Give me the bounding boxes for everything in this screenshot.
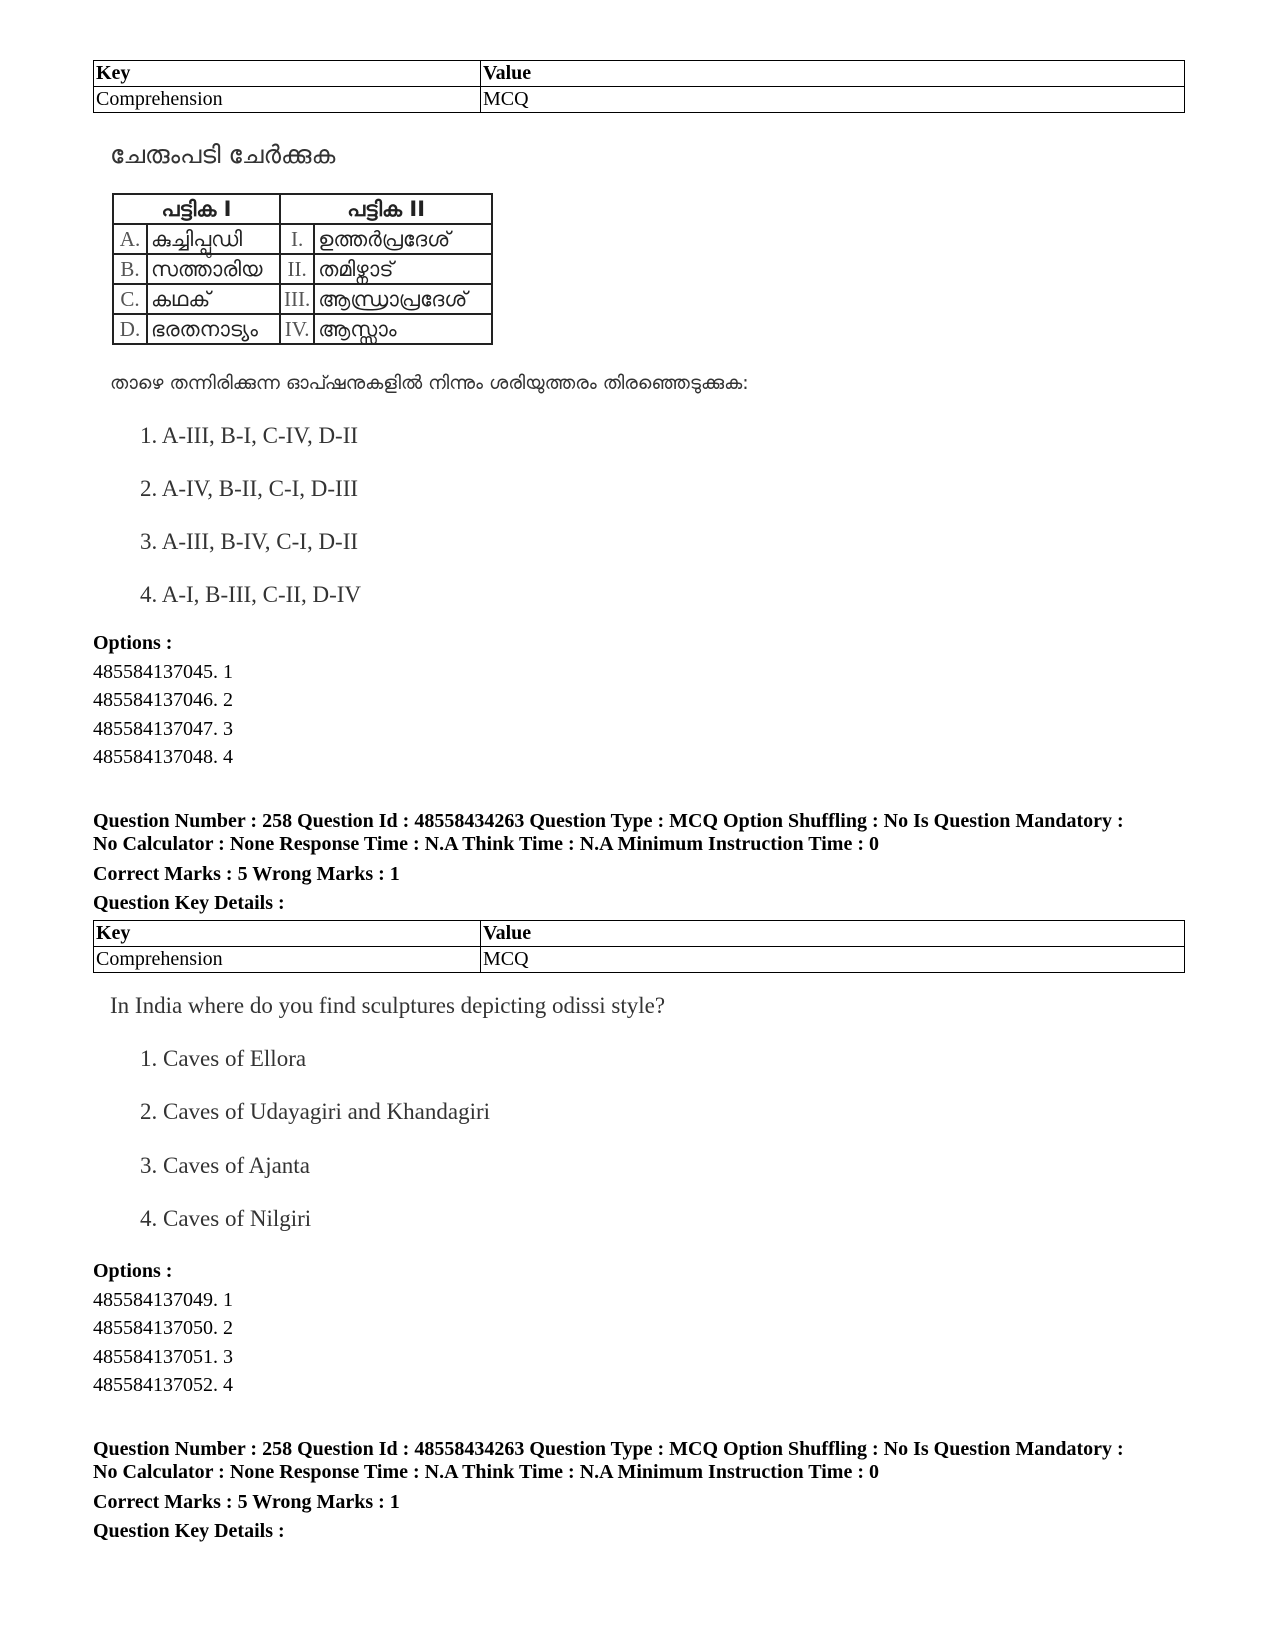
table-header-value: Value [481, 921, 1185, 947]
q2-option-4: 485584137052. 4 [93, 1374, 233, 1396]
match-row-item: ഉത്തർപ്രദേശ് [314, 224, 492, 254]
q2-meta [93, 810, 1193, 856]
match-table [112, 193, 493, 345]
match-row-label: II. [280, 254, 314, 284]
q2-option-1: 485584137049. 1 [93, 1289, 233, 1311]
q2-meta-line1: Question Number : 258 Question Id : 48558434263 Question Type : MCQ Option Shuffling : No Is Question Mandatory : [93, 810, 1124, 832]
key-value-table-2 [93, 920, 1185, 973]
q2-meta-line2: No Calculator : None Response Time : N.A Think Time : N.A Minimum Instruction Time : 0 [93, 833, 879, 855]
match-row-item: ആസ്സാം [314, 314, 492, 344]
q1-choice-3: 3. A-III, B-IV, C-I, D-II [140, 529, 359, 554]
q1-choice-2: 2. A-IV, B-II, C-I, D-III [140, 476, 359, 501]
match-row-item: സത്താരിയ [147, 254, 280, 284]
q1-option-1: 485584137045. 1 [93, 661, 233, 683]
table-cell-value: MCQ [481, 947, 1185, 973]
q2-options-label: Options : [93, 1260, 173, 1282]
match-row-item: തമിഴ്നാട് [314, 254, 492, 284]
q2-marks: Correct Marks : 5 Wrong Marks : 1 [93, 863, 400, 885]
match-row-label: C. [113, 284, 147, 314]
table-cell-value: MCQ [481, 87, 1185, 113]
match-row [113, 254, 492, 284]
match-col1-header: പട്ടിക I [113, 194, 280, 224]
q2-choice-3: 3. Caves of Ajanta [140, 1153, 310, 1178]
match-col2-header: പട്ടിക II [280, 194, 492, 224]
q3-marks: Correct Marks : 5 Wrong Marks : 1 [93, 1491, 400, 1513]
q2-key-details: Question Key Details : [93, 892, 285, 914]
q1-choice-1: 1. A-III, B-I, C-IV, D-II [140, 423, 359, 448]
q2-stem: In India where do you find sculptures depicting odissi style? [110, 993, 666, 1018]
q1-instruction: താഴെ തന്നിരിക്കുന്ന ഓപ്ഷനുകളിൽ നിന്നും ശരിയുത്തരം തിരഞ്ഞെടുക്കുക: [110, 372, 749, 394]
q1-title: ചേരുംപടി ചേർക്കുക [110, 140, 336, 169]
match-row [113, 284, 492, 314]
q2-choice-1: 1. Caves of Ellora [140, 1046, 307, 1071]
q3-meta-line2: No Calculator : None Response Time : N.A Think Time : N.A Minimum Instruction Time : 0 [93, 1461, 879, 1483]
match-row-item: കുച്ചിപ്പുഡി [147, 224, 280, 254]
match-row-label: III. [280, 284, 314, 314]
q2-option-2: 485584137050. 2 [93, 1317, 233, 1339]
match-row-item: ഭരതനാട്യം [147, 314, 280, 344]
match-row-label: IV. [280, 314, 314, 344]
match-row-item: ആന്ധ്രാപ്രദേശ് [314, 284, 492, 314]
match-row [113, 314, 492, 344]
key-value-table-1 [93, 60, 1185, 113]
table-cell-key: Comprehension [94, 87, 481, 113]
q2-choice-2: 2. Caves of Udayagiri and Khandagiri [140, 1099, 491, 1124]
table-cell-key: Comprehension [94, 947, 481, 973]
match-row [113, 224, 492, 254]
q3-meta [93, 1438, 1193, 1484]
q2-option-3: 485584137051. 3 [93, 1346, 233, 1368]
q3-key-details: Question Key Details : [93, 1520, 285, 1542]
table-header-key: Key [94, 61, 481, 87]
match-row-label: I. [280, 224, 314, 254]
table-header-key: Key [94, 921, 481, 947]
match-row-label: B. [113, 254, 147, 284]
q1-option-3: 485584137047. 3 [93, 718, 233, 740]
q3-meta-line1: Question Number : 258 Question Id : 48558434263 Question Type : MCQ Option Shuffling : No Is Question Mandatory : [93, 1438, 1124, 1460]
q1-option-4: 485584137048. 4 [93, 746, 233, 768]
q1-options-label: Options : [93, 632, 173, 654]
match-row-label: D. [113, 314, 147, 344]
match-row-label: A. [113, 224, 147, 254]
match-row-item: കഥക് [147, 284, 280, 314]
q2-choice-4: 4. Caves of Nilgiri [140, 1206, 312, 1231]
table-header-value: Value [481, 61, 1185, 87]
q1-option-2: 485584137046. 2 [93, 689, 233, 711]
q1-choice-4: 4. A-I, B-III, C-II, D-IV [140, 582, 361, 607]
